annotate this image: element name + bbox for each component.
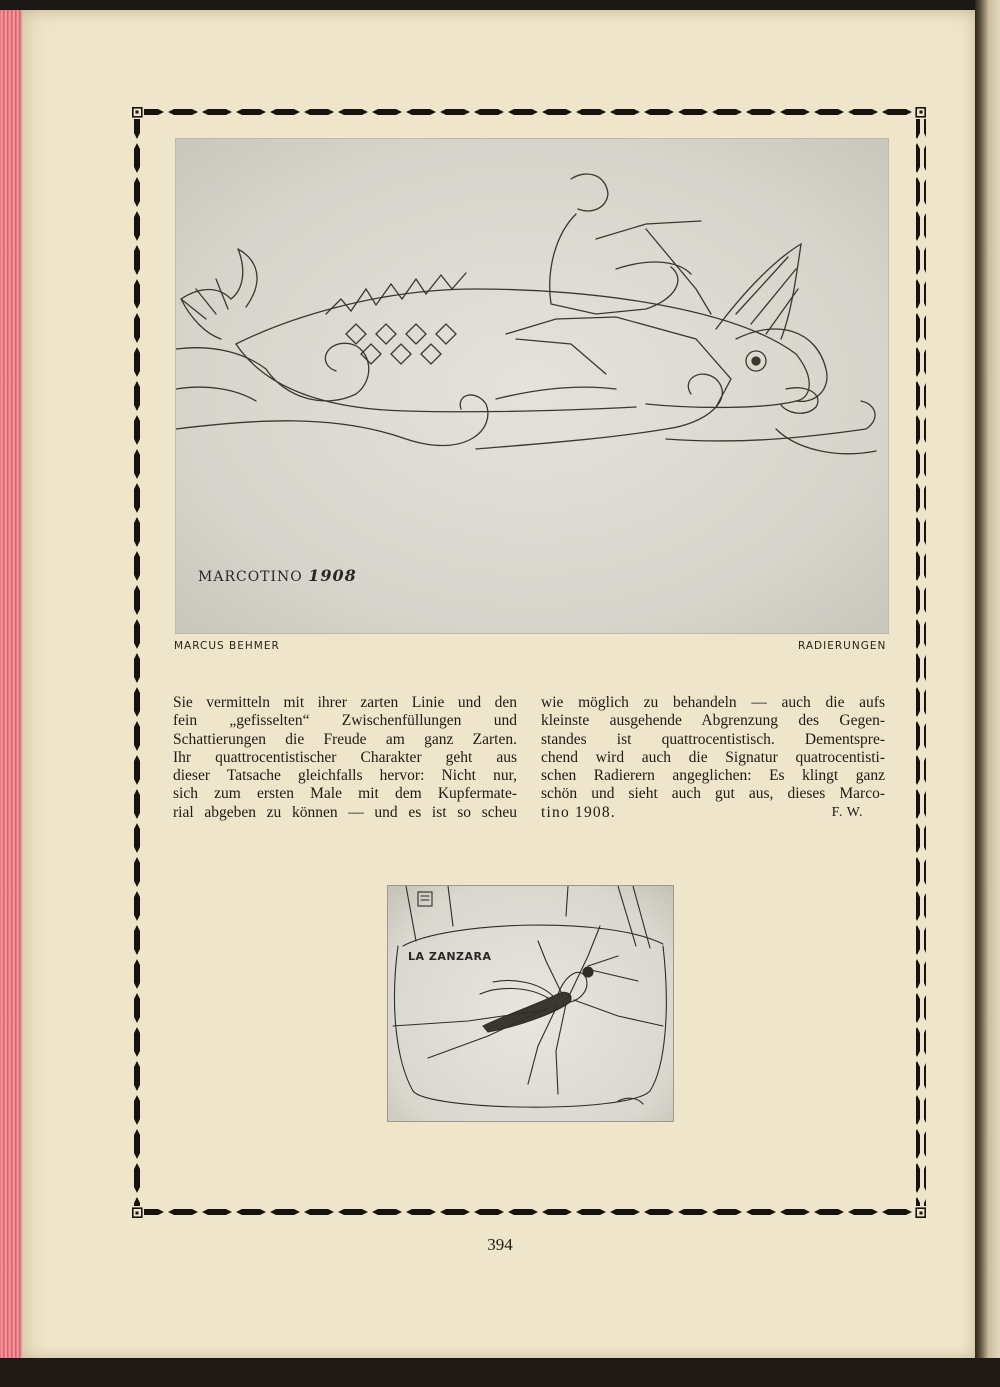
text-column-left [173,694,517,822]
text-line: schön und sieht auch gut aus, dieses Marco- [541,785,885,803]
text-line: sich zum ersten Male mit dem Kupfermate- [173,785,517,803]
text-line: kleinste ausgehende Abgrenzung des Gegen- [541,712,885,730]
etching-signature [198,566,357,585]
page-number: 394 [487,1235,513,1254]
text-line: schen Radierern angeglichen: Es klingt ganz [541,767,885,785]
mosquito-etching [387,885,674,1122]
closing-line [541,804,885,822]
text-line: Schattierungen die Freude am ganz Zarten. [173,730,517,748]
signature-name: MARCOTINO [198,569,303,585]
scan-background [0,1358,1000,1387]
text-line: fein „gefisselten“ Zwischenfüllungen und [173,712,517,730]
text-line: dieser Tatsache gleichfalls hervor: Nicht nur, [173,767,517,785]
text-line: Ihr quattrocentistischer Charakter geht aus [173,748,517,766]
text-line: rial abgeben zu können — und es ist so scheu [173,803,517,821]
signature-year: 1908 [308,566,357,585]
caption-technique: RADIERUNGEN [798,640,887,652]
text-line: tino 1908. [541,803,616,821]
caption-artist: MARCUS BEHMER [174,640,280,652]
text-line: Sie vermitteln mit ihrer zarten Linie und den [173,694,517,711]
text-line: wie möglich zu behandeln — auch die aufs [541,694,885,711]
author-initials: F. W. [831,804,863,820]
text-line: chend wird auch die Signatur quatrocentisti- [541,748,885,766]
etching-title: LA ZANZARA [408,950,492,963]
text-column-right [541,694,885,822]
next-page-edge [975,0,1000,1387]
fish-rider-etching [175,138,889,634]
book-binding-edge [0,10,24,1360]
text-line: standes ist quattrocentistisch. Dementspre- [541,730,885,748]
